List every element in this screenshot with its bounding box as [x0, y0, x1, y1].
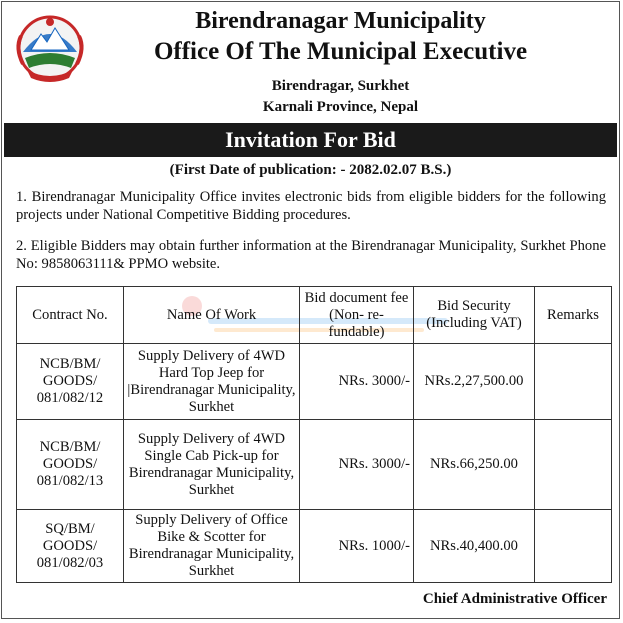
office-name: Office Of The Municipal Executive [153, 38, 528, 65]
bid-fee-cell: NRs. 3000/- [300, 344, 414, 420]
notice-title-banner: Invitation For Bid [4, 123, 617, 157]
bid-fee-cell: NRs. 3000/- [300, 420, 414, 510]
header-bid-fee: Bid document fee (Non- re-fundable) [300, 287, 414, 344]
paragraph-1: 1. Birendranagar Municipality Office invites electronic bids from eligible bidders for the following projects under National Competitive Bidding procedures. [16, 189, 606, 223]
table-row [17, 510, 612, 583]
header-bid-security: Bid Security (Including VAT) [414, 287, 535, 344]
bid-security-cell: NRs.2,27,500.00 [414, 344, 535, 420]
table-row [17, 420, 612, 510]
remarks-cell [535, 510, 612, 583]
address-line-1: Birendragar, Surkhet [271, 78, 410, 94]
header-contract-no: Contract No. [17, 287, 124, 344]
bid-security-cell: NRs.66,250.00 [414, 420, 535, 510]
name-of-work-cell: Supply Delivery of 4WD Hard Top Jeep for |Birendranagar Municipality, Surkhet [124, 344, 300, 420]
header-name-of-work: Name Of Work [124, 287, 300, 344]
bid-fee-cell: NRs. 1000/- [300, 510, 414, 583]
table-header-row [17, 287, 612, 344]
signatory: Chief Administrative Officer [422, 591, 607, 607]
bid-table [16, 286, 612, 583]
contract-no-cell: NCB/BM/ GOODS/ 081/082/12 [17, 344, 124, 420]
organization-name: Birendranagar Municipality [195, 8, 486, 34]
remarks-cell [535, 344, 612, 420]
paragraph-2: 2. Eligible Bidders may obtain further information at the Birendranagar Municipality, Surkhet Phone No: 9858063111& PPMO website. [16, 238, 606, 272]
publication-date: (First Date of publication: - 2082.02.07 B.S.) [169, 162, 452, 178]
address-line-2: Karnali Province, Nepal [262, 99, 419, 115]
bid-security-cell: NRs.40,400.00 [414, 510, 535, 583]
header-remarks: Remarks [535, 287, 612, 344]
bid-notice [1, 1, 620, 619]
contract-no-cell: NCB/BM/ GOODS/ 081/082/13 [17, 420, 124, 510]
remarks-cell [535, 420, 612, 510]
contract-no-cell: SQ/BM/ GOODS/ 081/082/03 [17, 510, 124, 583]
name-of-work-cell: Supply Delivery of 4WD Single Cab Pick-up for Birendranagar Municipality, Surkhet [124, 420, 300, 510]
table-row [17, 344, 612, 420]
name-of-work-cell: Supply Delivery of Office Bike & Scotter for Birendranagar Municipality, Surkhet [124, 510, 300, 583]
